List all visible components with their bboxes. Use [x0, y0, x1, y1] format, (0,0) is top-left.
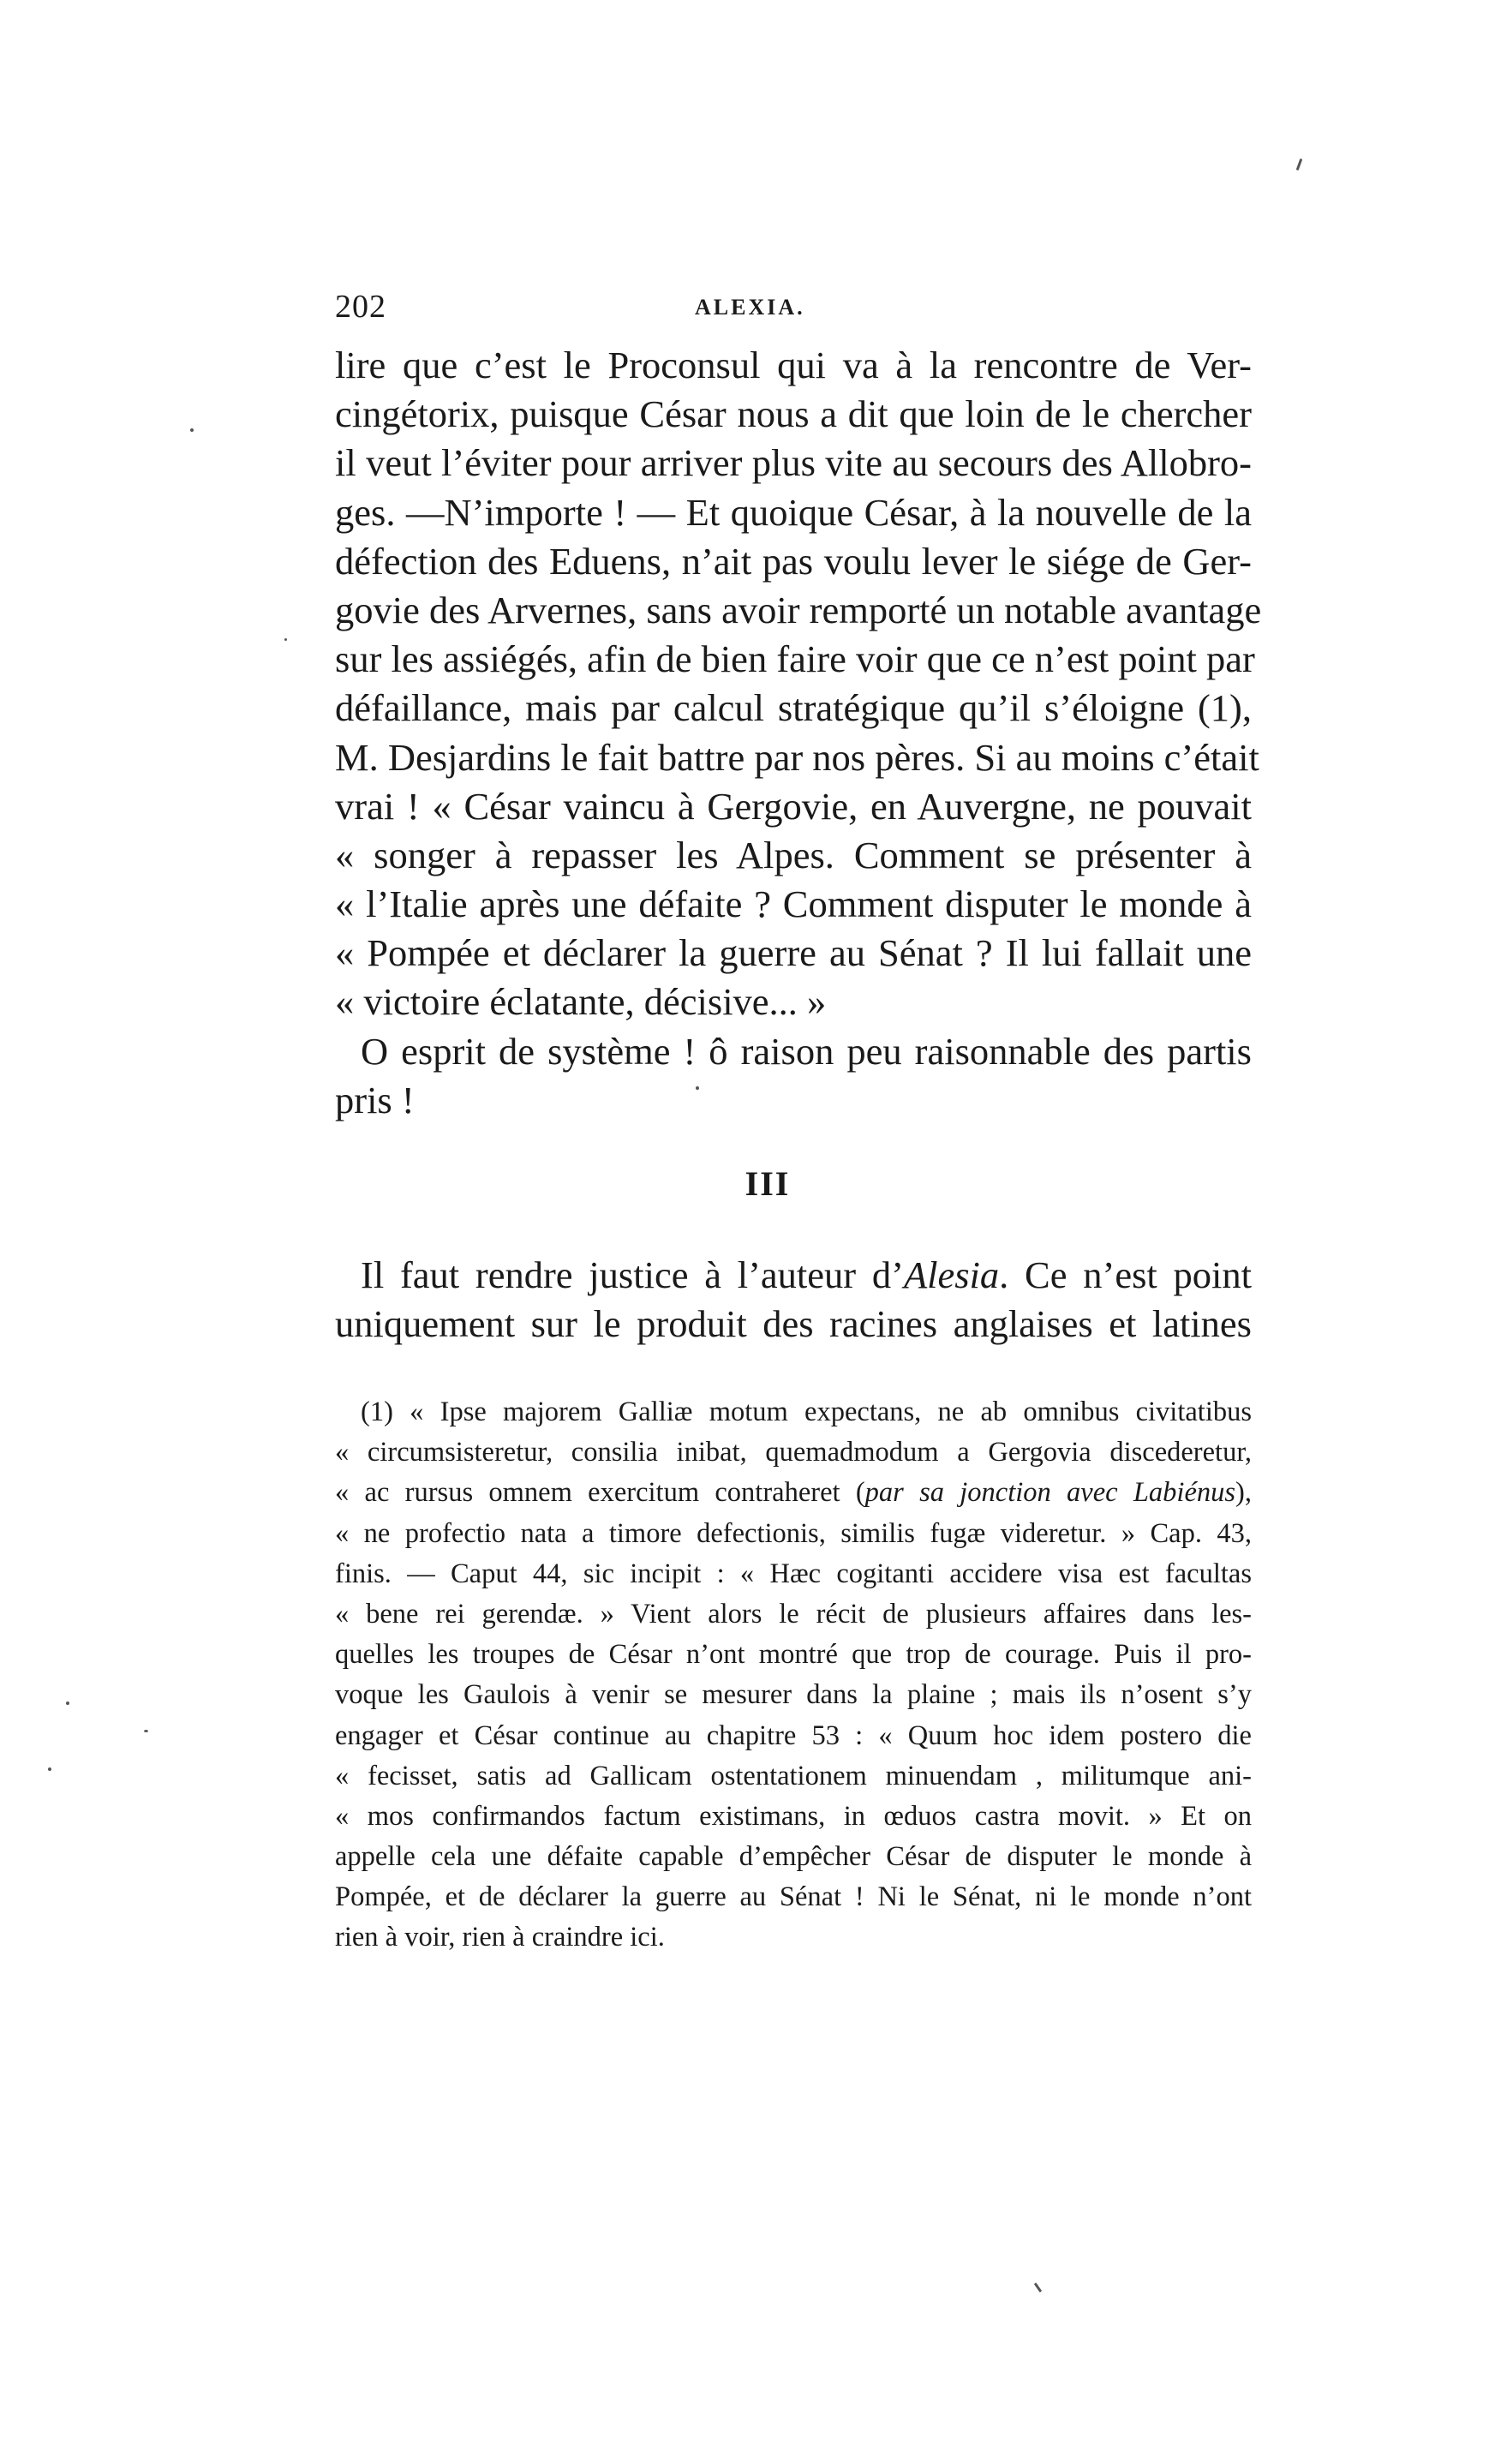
text-line: govie des Arvernes, sans avoir remporté un notable avantage	[335, 588, 1262, 631]
footnote-line: (1) « Ipse majorem Galliæ motum expectans, ne ab omnibus civitatibus	[361, 1396, 1252, 1427]
text-line: uniquement sur le produit des racines anglaises et latines	[335, 1302, 1252, 1346]
text-line	[335, 1251, 1252, 1300]
footnote-line: « circumsisteretur, consilia inibat, quemadmodum a Gergovia discederetur,	[335, 1437, 1252, 1468]
footnote-line: « bene rei gerendæ. » Vient alors le récit de plusieurs affaires dans les-	[335, 1598, 1252, 1630]
text-segment: ),	[1235, 1477, 1252, 1509]
text-line: ges. —N’importe ! — Et quoique César, à la nouvelle de la	[335, 490, 1252, 534]
footnote-line: engager et César continue au chapitre 53 : « Quum hoc idem postero die	[335, 1719, 1252, 1751]
text-line: « victoire éclatante, décisive... »	[335, 980, 827, 1024]
scan-speck	[1296, 158, 1303, 170]
text-segment: . Ce n’est point	[999, 1253, 1252, 1296]
scan-speck	[144, 1730, 148, 1732]
paragraph-1	[335, 341, 1262, 1027]
text-line: il veut l’éviter pour arriver plus vite au secours des Allobro-	[335, 441, 1252, 485]
text-segment: Il faut rendre justice à l’auteur d’	[361, 1253, 904, 1296]
paragraph-2	[335, 1027, 1252, 1125]
text-line: « songer à repasser les Alpes. Comment se présenter à	[335, 833, 1252, 876]
footnote-line: « mos confirmandos factum existimans, in œduos castra movit. » Et on	[335, 1800, 1252, 1832]
text-line: « Pompée et déclarer la guerre au Sénat ? Il lui fallait une	[335, 931, 1252, 975]
footnote-line: rien à voir, rien à craindre ici.	[335, 1922, 665, 1953]
footnote-line	[335, 1473, 1252, 1513]
footnote-line: appelle cela une défaite capable d’empêcher César de disputer le monde à	[335, 1841, 1252, 1873]
text-line: défaillance, mais par calcul stratégique qu’il s’éloigne (1),	[335, 686, 1252, 730]
italic-gloss: par sa jonction avec Labiénus	[864, 1477, 1236, 1509]
text-line: vrai ! « César vaincu à Gergovie, en Auvergne, ne pouvait	[335, 784, 1252, 828]
footnote-line: finis. — Caput 44, sic incipit : « Hæc cogitanti accidere visa est facultas	[335, 1558, 1252, 1589]
footnote-line: voque les Gaulois à venir se mesurer dans la plaine ; mais ils n’osent s’y	[335, 1679, 1252, 1711]
footnote-line: quelles les troupes de César n’ont montré que trop de courage. Puis il pro-	[335, 1639, 1252, 1671]
scan-speck	[66, 1701, 69, 1705]
page-number: 202	[335, 289, 386, 325]
text-line: M. Desjardins le fait battre par nos pères. Si au moins c’était	[335, 735, 1259, 779]
book-title-italic: Alesia	[903, 1253, 1000, 1296]
text-line: cingétorix, puisque César nous a dit que loin de le chercher	[335, 392, 1252, 436]
page-header	[335, 283, 1252, 334]
section-heading: III	[745, 1164, 791, 1203]
scan-speck	[190, 428, 194, 432]
text-line: pris !	[335, 1078, 415, 1121]
text-line: lire que c’est le Proconsul qui va à la rencontre de Ver-	[335, 344, 1252, 386]
scan-speck	[48, 1767, 51, 1771]
footnote-line: Pompée, et de déclarer la guerre au Sénat ! Ni le Sénat, ni le monde n’ont	[335, 1881, 1252, 1913]
footnote	[335, 1392, 1252, 1959]
text-line: O esprit de système ! ô raison peu raisonnable des partis	[361, 1029, 1252, 1073]
footnote-line: « ne profectio nata a timore defectionis, similis fugæ videretur. » Cap. 43,	[335, 1517, 1252, 1549]
scan-speck	[696, 1086, 699, 1090]
text-line: sur les assiégés, afin de bien faire voir que ce n’est point par	[335, 637, 1255, 681]
scan-speck	[1034, 2282, 1042, 2293]
main-text	[335, 341, 1262, 1125]
footnote-line: « fecisset, satis ad Gallicam ostentationem minuendam , militumque ani-	[335, 1760, 1252, 1791]
scan-speck	[284, 638, 287, 641]
text-line: défection des Eduens, n’ait pas voulu lever le siége de Ger-	[335, 539, 1252, 583]
paragraph-3	[335, 1251, 1252, 1349]
running-head: ALEXIA.	[695, 295, 805, 320]
text-segment: « ac rursus omnem exercitum contraheret (	[335, 1477, 865, 1509]
text-line: « l’Italie après une défaite ? Comment disputer le monde à	[335, 882, 1252, 926]
